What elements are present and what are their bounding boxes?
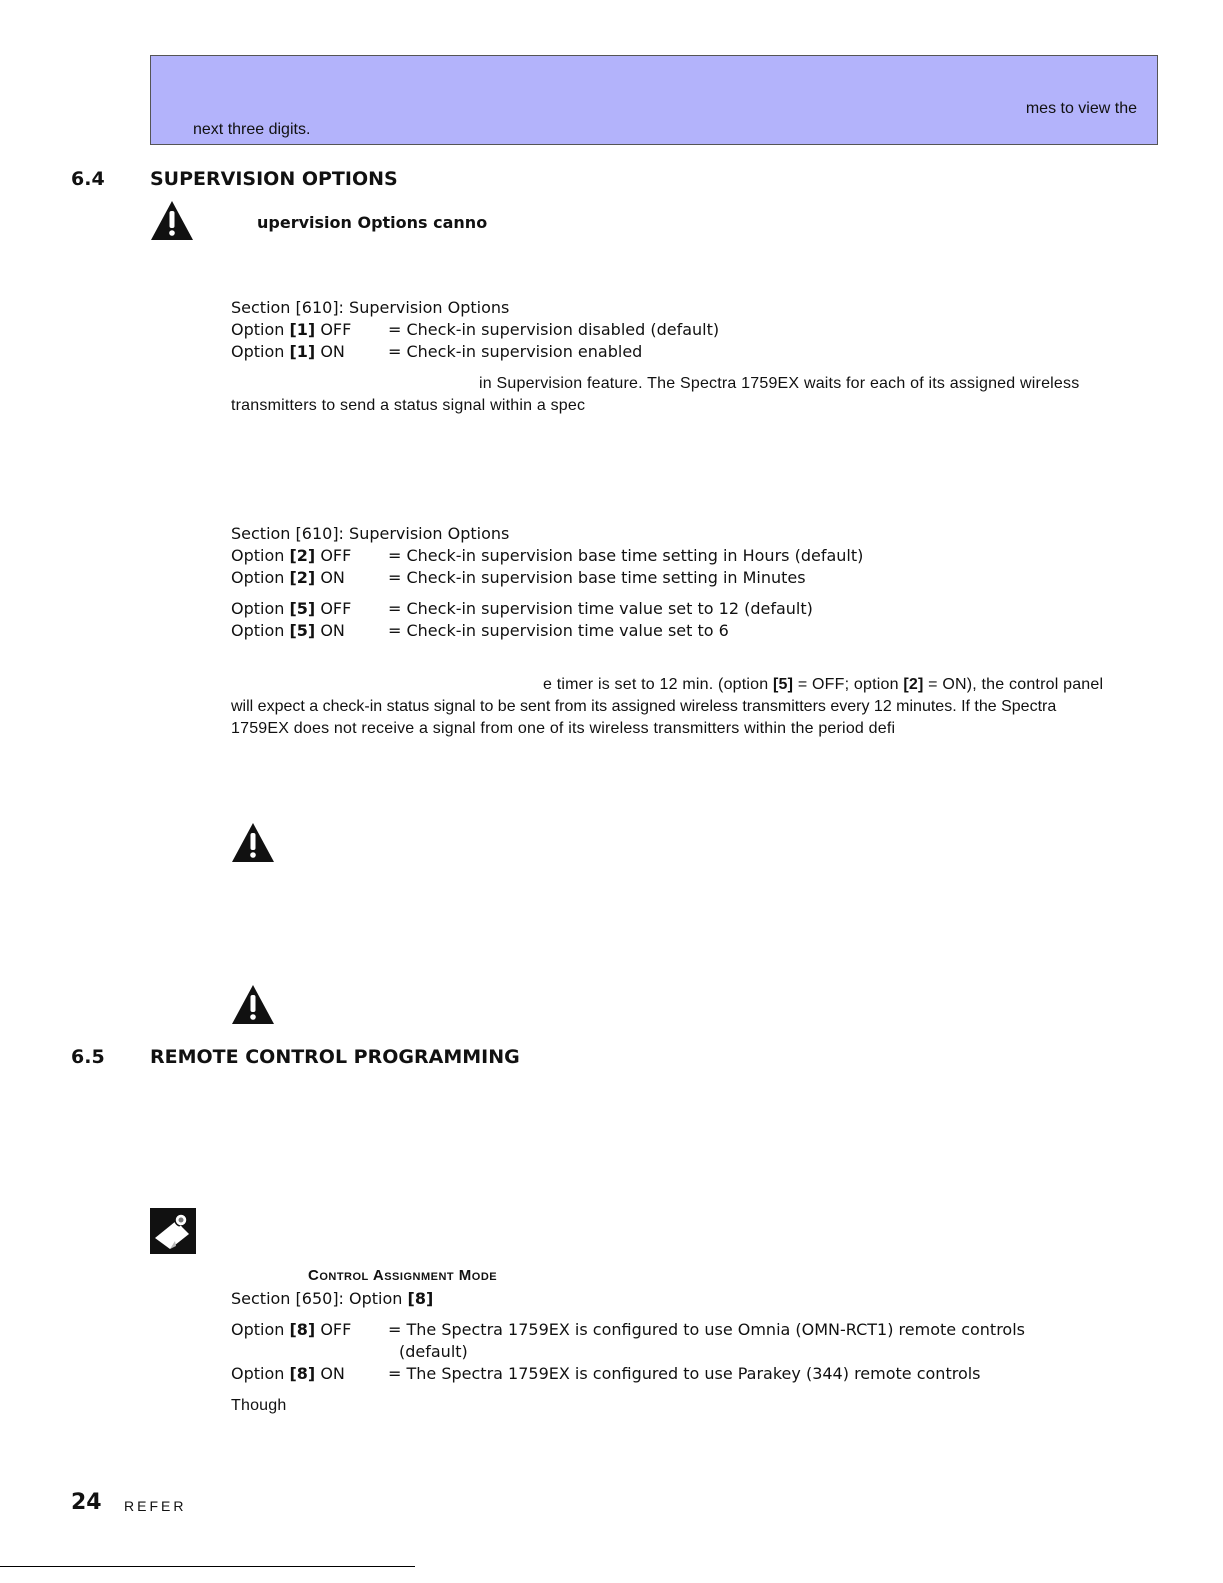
option-prefix: Option	[231, 621, 290, 640]
option-state: ON	[315, 342, 345, 361]
section-65-number: 6.5	[71, 1046, 105, 1068]
option-prefix: Option	[231, 1320, 290, 1339]
option-number: [8]	[289, 1320, 316, 1339]
option-state: ON	[315, 1364, 345, 1383]
option-row	[231, 320, 351, 339]
option-prefix: Option	[231, 1364, 290, 1383]
option-number: [5]	[289, 599, 316, 618]
option-row	[231, 546, 351, 565]
option-description: = Check-in supervision time value set to 6	[388, 621, 729, 640]
paragraph-line	[543, 676, 1103, 694]
option-number: [8]	[289, 1364, 316, 1383]
para-fragment: [5]	[773, 676, 794, 693]
option-prefix: Option	[231, 599, 290, 618]
control-assignment-mode-heading: Control Assignment Mode	[308, 1267, 498, 1284]
option-state: OFF	[315, 1320, 352, 1339]
option-number: [1]	[289, 342, 316, 361]
para-fragment: e timer is set to 12 min. (option	[543, 676, 774, 693]
option-state: OFF	[315, 546, 352, 565]
option-row	[231, 1364, 345, 1383]
paragraph-line: transmitters to send a status signal within a spec	[231, 397, 586, 414]
page-number: 24	[71, 1490, 102, 1515]
footer-title: REFER	[124, 1498, 187, 1514]
note-pin-icon	[150, 1208, 196, 1254]
section-64-title: SUPERVISION OPTIONS	[150, 168, 398, 190]
option-prefix: Option	[231, 568, 290, 587]
option-row	[231, 342, 345, 361]
banner-text-left: next three digits.	[193, 121, 311, 138]
warning-icon	[231, 821, 275, 863]
section-650-prefix: Section [650]: Option	[231, 1289, 408, 1308]
option-description-continued: (default)	[399, 1342, 468, 1361]
option-prefix: Option	[231, 320, 290, 339]
option-number: [2]	[289, 568, 316, 587]
section-650-option: [8]	[407, 1289, 434, 1308]
paragraph-line: will expect a check-in status signal to be sent from its assigned wireless transmitters every 12 minutes. If the Spectra	[231, 698, 1057, 715]
section-650-line	[231, 1289, 433, 1308]
option-row	[231, 1320, 351, 1339]
option-description: = Check-in supervision time value set to 12 (default)	[388, 599, 813, 618]
trailing-text: Though	[231, 1397, 287, 1414]
option-description: = Check-in supervision base time setting in Minutes	[388, 568, 806, 587]
section-610-line: Section [610]: Supervision Options	[231, 524, 510, 543]
option-number: [5]	[289, 621, 316, 640]
option-state: ON	[315, 621, 345, 640]
para-fragment: = ON), the control panel	[923, 676, 1104, 693]
option-row	[231, 599, 351, 618]
option-number: [2]	[289, 546, 316, 565]
option-description: = Check-in supervision disabled (default)	[388, 320, 720, 339]
para-fragment: [2]	[903, 676, 924, 693]
option-row	[231, 568, 345, 587]
paragraph-line: 1759EX does not receive a signal from one of its wireless transmitters within the period defi	[231, 720, 896, 737]
option-state: OFF	[315, 320, 352, 339]
option-description: = The Spectra 1759EX is configured to use Omnia (OMN-RCT1) remote controls	[388, 1320, 1025, 1339]
para-fragment: = OFF; option	[793, 676, 904, 693]
warning-icon	[150, 199, 194, 241]
warning-text: upervision Options canno	[257, 213, 488, 232]
section-610-line: Section [610]: Supervision Options	[231, 298, 510, 317]
option-description: = Check-in supervision base time setting in Hours (default)	[388, 546, 864, 565]
info-banner	[150, 55, 1158, 145]
banner-text-right: mes to view the	[1025, 100, 1137, 117]
option-description: = Check-in supervision enabled	[388, 342, 643, 361]
option-number: [1]	[289, 320, 316, 339]
option-state: OFF	[315, 599, 352, 618]
option-row	[231, 621, 345, 640]
section-64-number: 6.4	[71, 168, 105, 190]
option-prefix: Option	[231, 342, 290, 361]
section-65-title: REMOTE CONTROL PROGRAMMING	[150, 1046, 520, 1068]
option-description: = The Spectra 1759EX is configured to use Parakey (344) remote controls	[388, 1364, 981, 1383]
paragraph-line: in Supervision feature. The Spectra 1759EX waits for each of its assigned wireless	[479, 375, 1080, 392]
warning-icon	[231, 983, 275, 1025]
option-state: ON	[315, 568, 345, 587]
footer-rule	[0, 1566, 415, 1567]
option-prefix: Option	[231, 546, 290, 565]
